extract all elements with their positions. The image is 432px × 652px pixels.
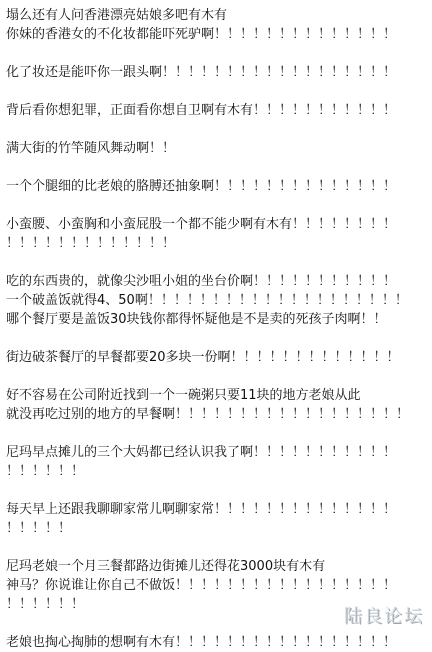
text-line: 背后看你想犯罪，正面看你想自卫啊有木有！！！！！！！！！！！: [6, 103, 397, 118]
text-line: 每天早上还跟我聊聊家常儿啊聊家常！！！！！！！！！！！！！！: [6, 502, 397, 517]
text-line: 小蛮腰、小蛮胸和小蛮屁股一个都不能少啊有木有！！！！！！！！: [6, 217, 397, 232]
blank-line: [6, 253, 426, 272]
text-line: 化了妆还是能吓你一跟头啊！！！！！！！！！！！！！！！！！！: [6, 65, 397, 80]
text-line: 一个个腿细的比老娘的胳膊还抽象啊！！！！！！！！！！！！！！: [6, 179, 397, 194]
text-line: 街边破茶餐厅的早餐都要20多块一份啊！！！！！！！！！！！！！: [6, 350, 400, 365]
text-line: 哪个餐厅要是盖饭30块钱你都得怀疑他是不是卖的死孩子肉啊！！: [6, 312, 387, 327]
text-line: 尼玛老娘一个月三餐都路边街摊儿还得花3000块有木有: [6, 559, 326, 574]
blank-line: [6, 538, 426, 557]
text-line: 尼玛早点摊儿的三个大妈都已经认识我了啊！！！！！！！！！！！: [6, 445, 397, 460]
blank-line: [6, 44, 426, 63]
text-line: 塌么还有人问香港漂亮姑娘多吧有木有: [6, 8, 228, 23]
text-line: 神马？你说谁让你自己不做饭！！！！！！！！！！！！！！！！！: [6, 578, 397, 593]
text-line: 好不容易在公司附近找到一个一碗粥只要11块的地方老娘从此: [6, 388, 361, 403]
blank-line: [6, 424, 426, 443]
blank-line: [6, 82, 426, 101]
blank-line: [6, 158, 426, 177]
text-line: 老娘也掏心掏肺的想啊有木有！！！！！！！！！！！！！！！！！: [6, 635, 397, 650]
blank-line: [6, 120, 426, 139]
text-line: 吃的东西贵的，就像尖沙咀小姐的坐台价啊！！！！！！！！！！！: [6, 274, 397, 289]
text-line: 你妹的香港女的不化妆都能吓死驴啊！！！！！！！！！！！！！！: [6, 27, 397, 42]
text-line: 满大街的竹竿随风舞动啊！！: [6, 141, 176, 156]
forum-watermark: 陆良论坛: [344, 606, 424, 627]
blank-line: [6, 481, 426, 500]
text-line: 一个破盖饭就得4、50啊！！！！！！！！！！！！！！！！！！！！: [6, 293, 408, 308]
text-line: ！！！！！！！！！！！！！: [6, 236, 176, 251]
blank-line: [6, 367, 426, 386]
blank-line: [6, 329, 426, 348]
text-line: ！！！！！！: [6, 464, 85, 479]
text-line: ！！！！！: [6, 521, 72, 536]
text-line: ！！！！！！: [6, 597, 85, 612]
blank-line: [6, 196, 426, 215]
text-line: 就没再吃过别的地方的早餐啊！！！！！！！！！！！！！！！！！！: [6, 407, 410, 422]
